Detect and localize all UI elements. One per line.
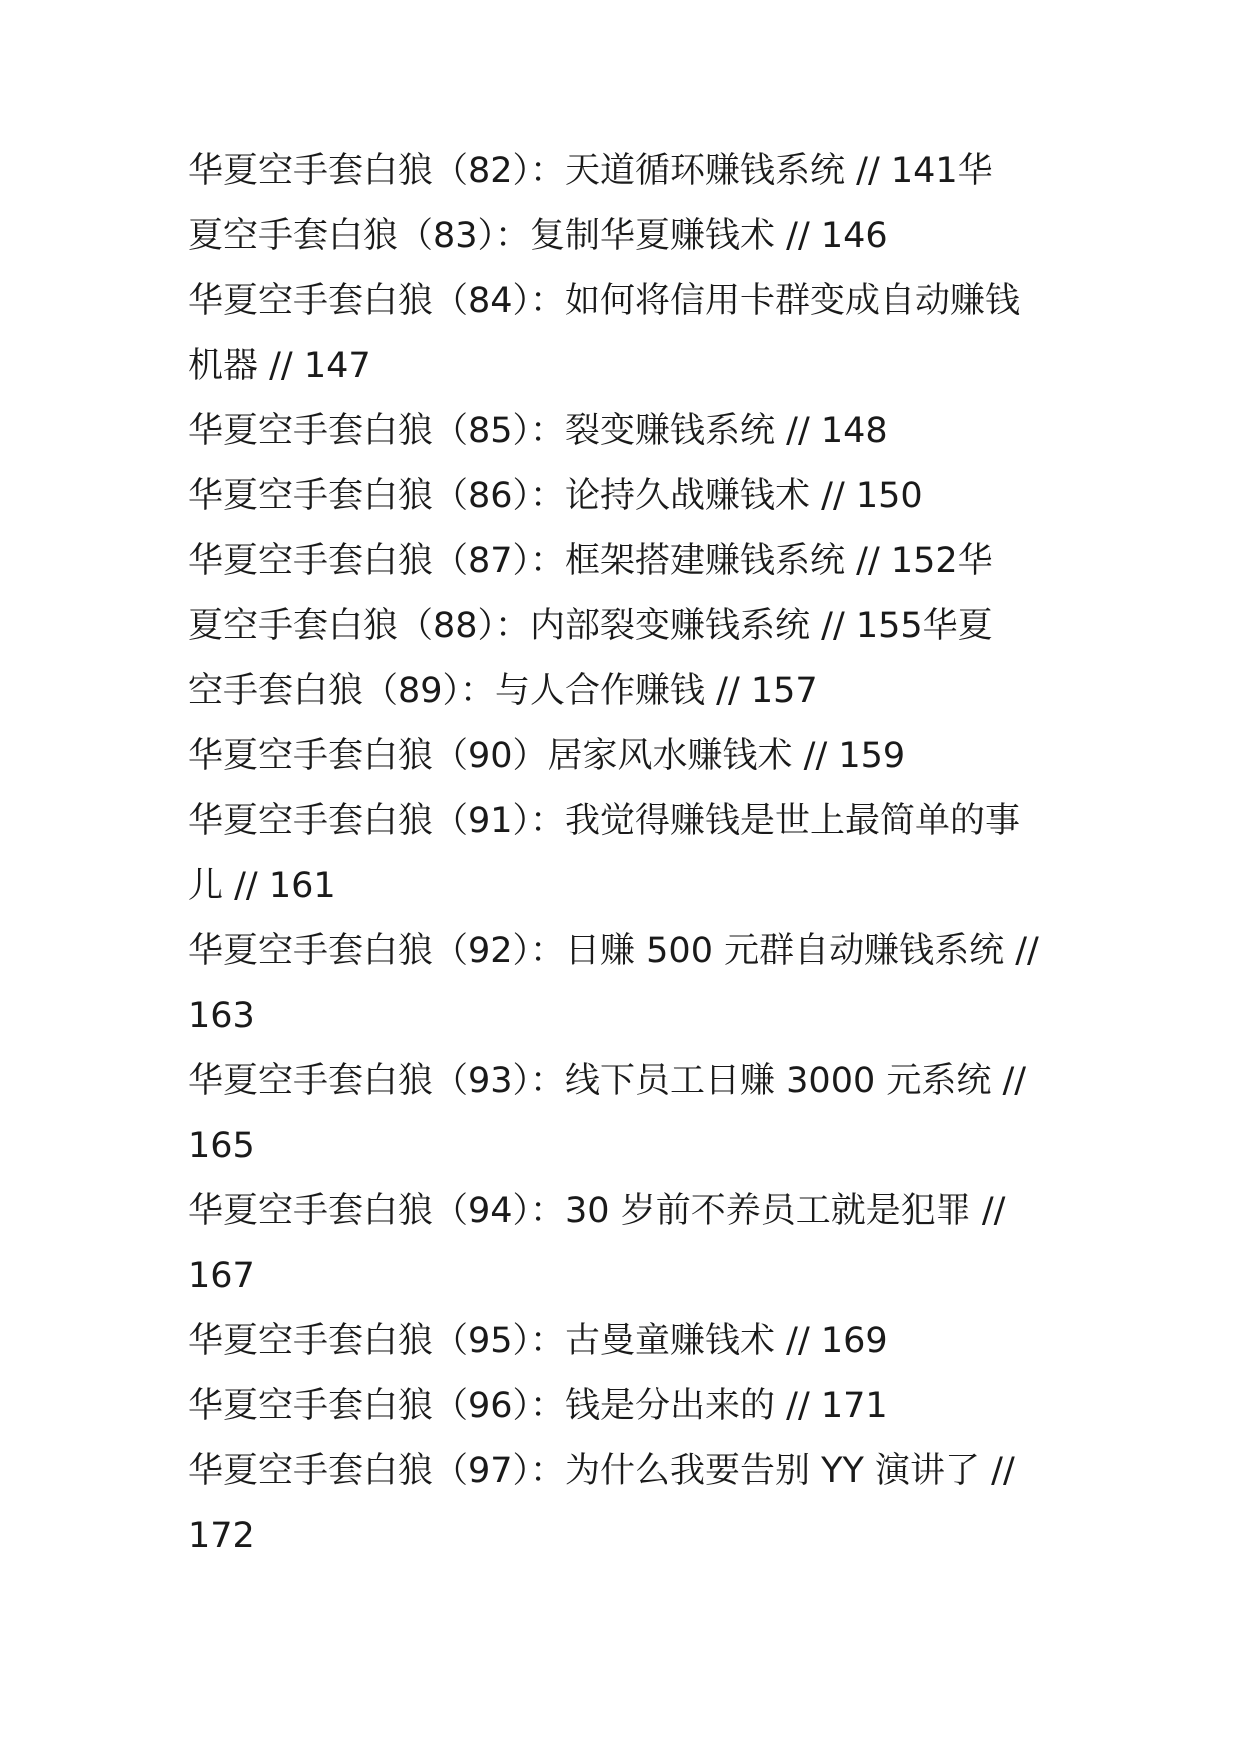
toc-line: 163: [188, 995, 255, 1036]
toc-line: 华夏空手套白狼（96）：钱是分出来的 // 171: [188, 1385, 888, 1426]
toc-line: 华夏空手套白狼（94）：30 岁前不养员工就是犯罪 //: [188, 1190, 1006, 1231]
toc-line: 空手套白狼（89）：与人合作赚钱 // 157: [188, 670, 818, 711]
toc-line: 华夏空手套白狼（85）：裂变赚钱系统 // 148: [188, 410, 888, 451]
toc-line: 华夏空手套白狼（86）：论持久战赚钱术 // 150: [188, 475, 923, 516]
toc-line: 172: [188, 1515, 255, 1556]
toc-text-block: [188, 139, 1068, 1569]
toc-line: 167: [188, 1255, 255, 1296]
toc-line: 华夏空手套白狼（84）：如何将信用卡群变成自动赚钱: [188, 280, 1021, 321]
toc-line: 华夏空手套白狼（95）：古曼童赚钱术 // 169: [188, 1320, 888, 1361]
toc-line: 165: [188, 1125, 255, 1166]
toc-line: 机器 // 147: [188, 345, 371, 386]
toc-line: 儿 // 161: [188, 865, 336, 906]
toc-line: 华夏空手套白狼（91）：我觉得赚钱是世上最简单的事: [188, 800, 1021, 841]
toc-line: 华夏空手套白狼（97）：为什么我要告别 YY 演讲了 //: [188, 1450, 1015, 1491]
toc-line: 华夏空手套白狼（93）：线下员工日赚 3000 元系统 //: [188, 1060, 1027, 1101]
toc-line: 夏空手套白狼（83）：复制华夏赚钱术 // 146: [188, 215, 888, 256]
toc-line: 华夏空手套白狼（92）：日赚 500 元群自动赚钱系统 //: [188, 930, 1039, 971]
toc-line: 华夏空手套白狼（90）居家风水赚钱术 // 159: [188, 735, 906, 776]
toc-line: 华夏空手套白狼（82）：天道循环赚钱系统 // 141华: [188, 150, 993, 191]
toc-line: 华夏空手套白狼（87）：框架搭建赚钱系统 // 152华: [188, 540, 993, 581]
toc-line: 夏空手套白狼（88）：内部裂变赚钱系统 // 155华夏: [188, 605, 993, 646]
